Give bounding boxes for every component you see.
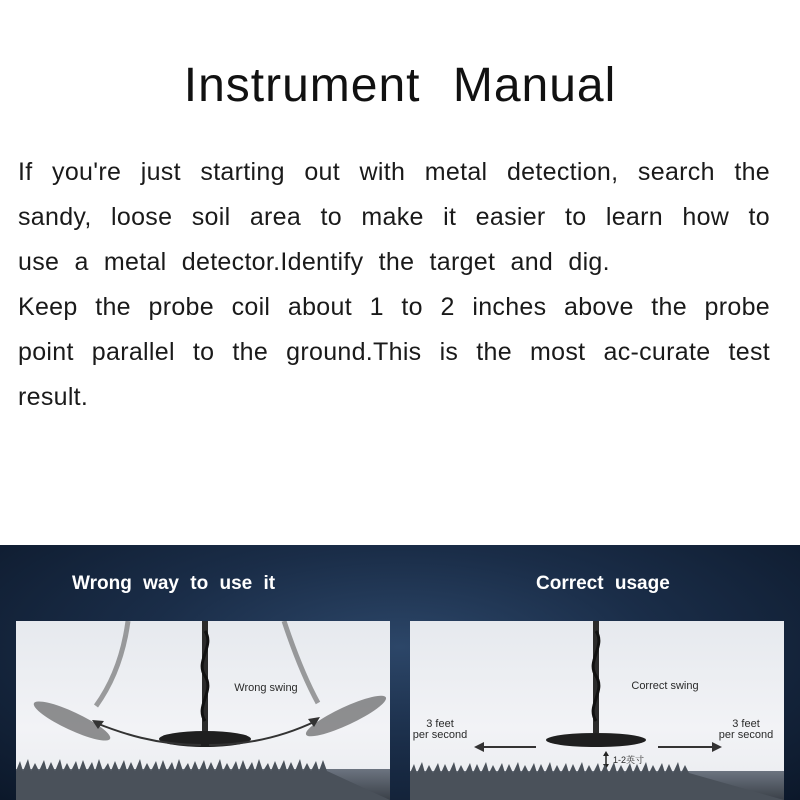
paragraph-getting-started: If you're just starting out with metal detection, search the sandy, loose soil area to make it easier to learn how to use a metal detector.Identify the target and dig. bbox=[18, 158, 770, 276]
left-speed-line2: per second bbox=[412, 729, 468, 741]
wrong-swing-label: Wrong swing bbox=[234, 682, 298, 694]
wrong-swing-illustration bbox=[16, 621, 390, 800]
usage-illustration-banner bbox=[0, 545, 800, 800]
right-speed-label bbox=[710, 719, 782, 741]
manual-body bbox=[18, 150, 770, 420]
wrong-usage-panel bbox=[16, 621, 390, 800]
left-speed-line1: 3 feet bbox=[426, 718, 454, 730]
left-speed-label bbox=[410, 719, 470, 741]
coil-height-label: 1-2英寸 bbox=[613, 755, 645, 765]
left-tilted-detector bbox=[30, 621, 128, 747]
correct-usage-panel bbox=[410, 621, 784, 800]
correct-swing-illustration bbox=[410, 621, 784, 800]
correct-usage-heading: Correct usage bbox=[536, 573, 670, 594]
page-title: Instrument Manual bbox=[183, 59, 617, 112]
paragraph-coil-height: Keep the probe coil about 1 to 2 inches above the probe point parallel to the ground.This is the most ac-curate test result. bbox=[18, 293, 770, 411]
right-speed-line1: 3 feet bbox=[732, 718, 760, 730]
right-speed-line2: per second bbox=[718, 729, 774, 741]
wrong-usage-heading: Wrong way to use it bbox=[72, 573, 276, 594]
correct-swing-label: Correct swing bbox=[631, 680, 699, 692]
right-tilted-detector bbox=[284, 621, 390, 743]
